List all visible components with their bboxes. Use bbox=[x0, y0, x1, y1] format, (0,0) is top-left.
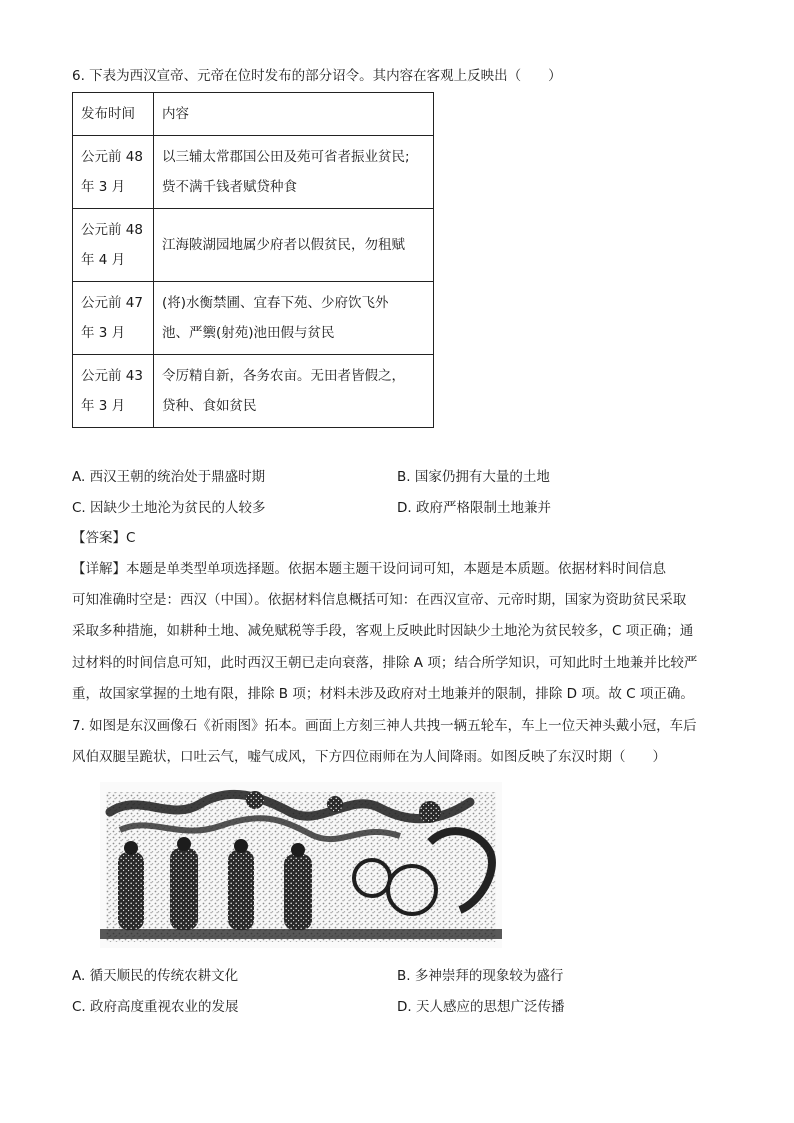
content-line-1: 令厉精自新，各务农亩。无田者皆假之， bbox=[162, 368, 405, 384]
answer-value: C bbox=[126, 530, 136, 546]
time-line-1: 公元前 43 bbox=[81, 368, 143, 384]
rain-prayer-rubbing-graphic bbox=[100, 782, 502, 948]
content-line-2: 池、严籞(射苑)池田假与贫民 bbox=[162, 325, 335, 341]
q7-option-d[interactable]: D. 天人感应的思想广泛传播 bbox=[397, 999, 565, 1015]
table-row bbox=[73, 136, 434, 209]
time-line-1: 公元前 48 bbox=[81, 149, 143, 165]
content-line-2: 赀不满千钱者赋贷种食 bbox=[162, 179, 297, 195]
content-line-2: 贷种、食如贫民 bbox=[162, 398, 257, 414]
time-line-2: 年 3 月 bbox=[81, 325, 126, 341]
table-row bbox=[73, 209, 434, 282]
table-cell-time bbox=[73, 282, 154, 355]
detail-line: 重，故国家掌握的土地有限，排除 B 项；材料未涉及政府对土地兼并的限制，排除 D 项。故 C 项正确。 bbox=[72, 686, 694, 702]
time-line-2: 年 4 月 bbox=[81, 252, 126, 268]
q6-option-a[interactable]: A. 西汉王朝的统治处于鼎盛时期 bbox=[72, 469, 266, 485]
detail-line: 【详解】本题是单类型单项选择题。依据本题主题干设问词可知，本题是本质题。依据材料时间信息 bbox=[72, 561, 666, 577]
table-cell-content bbox=[154, 282, 434, 355]
table-cell-time bbox=[73, 209, 154, 282]
table-header-time: 发布时间 bbox=[73, 93, 154, 136]
time-line-1: 公元前 47 bbox=[81, 295, 143, 311]
q7-option-b[interactable]: B. 多神崇拜的现象较为盛行 bbox=[397, 968, 564, 984]
q7-option-a[interactable]: A. 循天顺民的传统农耕文化 bbox=[72, 968, 239, 984]
q7-option-c[interactable]: C. 政府高度重视农业的发展 bbox=[72, 999, 239, 1015]
content-line-1: 以三辅太常郡国公田及苑可省者振业贫民; bbox=[162, 149, 410, 165]
answer-line bbox=[72, 528, 135, 548]
content-line-1: (将)水衡禁圃、宜春下苑、少府饮飞外 bbox=[162, 295, 389, 311]
detail-line: 采取多种措施，如耕种土地、减免赋税等手段，客观上反映此时因缺少土地沦为贫民较多，C 项正确；通 bbox=[72, 623, 694, 639]
q6-option-d[interactable]: D. 政府严格限制土地兼并 bbox=[397, 500, 551, 516]
table-cell-content bbox=[154, 136, 434, 209]
table-header-row bbox=[73, 93, 434, 136]
table-header-content: 内容 bbox=[154, 93, 434, 136]
q7-stem-line: 风伯双腿呈跪状，口吐云气，嘘气成风，下方四位雨师在为人间降雨。如图反映了东汉时期（ ） bbox=[72, 749, 666, 765]
table-cell-time bbox=[73, 355, 154, 428]
time-line-2: 年 3 月 bbox=[81, 398, 126, 414]
detail-line: 可知准确时空是：西汉（中国）。依据材料信息概括可知：在西汉宣帝、元帝时期，国家为资助贫民采取 bbox=[72, 592, 687, 608]
table-cell-time bbox=[73, 136, 154, 209]
edict-table bbox=[72, 92, 434, 428]
rubbing-image bbox=[100, 782, 502, 948]
table-cell-content bbox=[154, 355, 434, 428]
detail-line: 过材料的时间信息可知，此时西汉王朝已走向衰落，排除 A 项；结合所学知识，可知此时土地兼并比较严 bbox=[72, 655, 698, 671]
q6-option-c[interactable]: C. 因缺少土地沦为贫民的人较多 bbox=[72, 500, 266, 516]
table-row bbox=[73, 282, 434, 355]
table-row bbox=[73, 355, 434, 428]
content-line-1: 江海陂湖园地属少府者以假贫民，勿租赋 bbox=[162, 237, 405, 253]
answer-label: 【答案】 bbox=[72, 530, 126, 546]
time-line-2: 年 3 月 bbox=[81, 179, 126, 195]
q7-stem-line: 7. 如图是东汉画像石《祈雨图》拓本。画面上方刻三神人共拽一辆五轮车，车上一位天神头戴小冠，车后 bbox=[72, 718, 697, 734]
q6-option-b[interactable]: B. 国家仍拥有大量的土地 bbox=[397, 469, 550, 485]
time-line-1: 公元前 48 bbox=[81, 222, 143, 238]
table-cell-content bbox=[154, 209, 434, 282]
q6-stem: 6. 下表为西汉宣帝、元帝在位时发布的部分诏令。其内容在客观上反映出（ ） bbox=[72, 68, 562, 84]
